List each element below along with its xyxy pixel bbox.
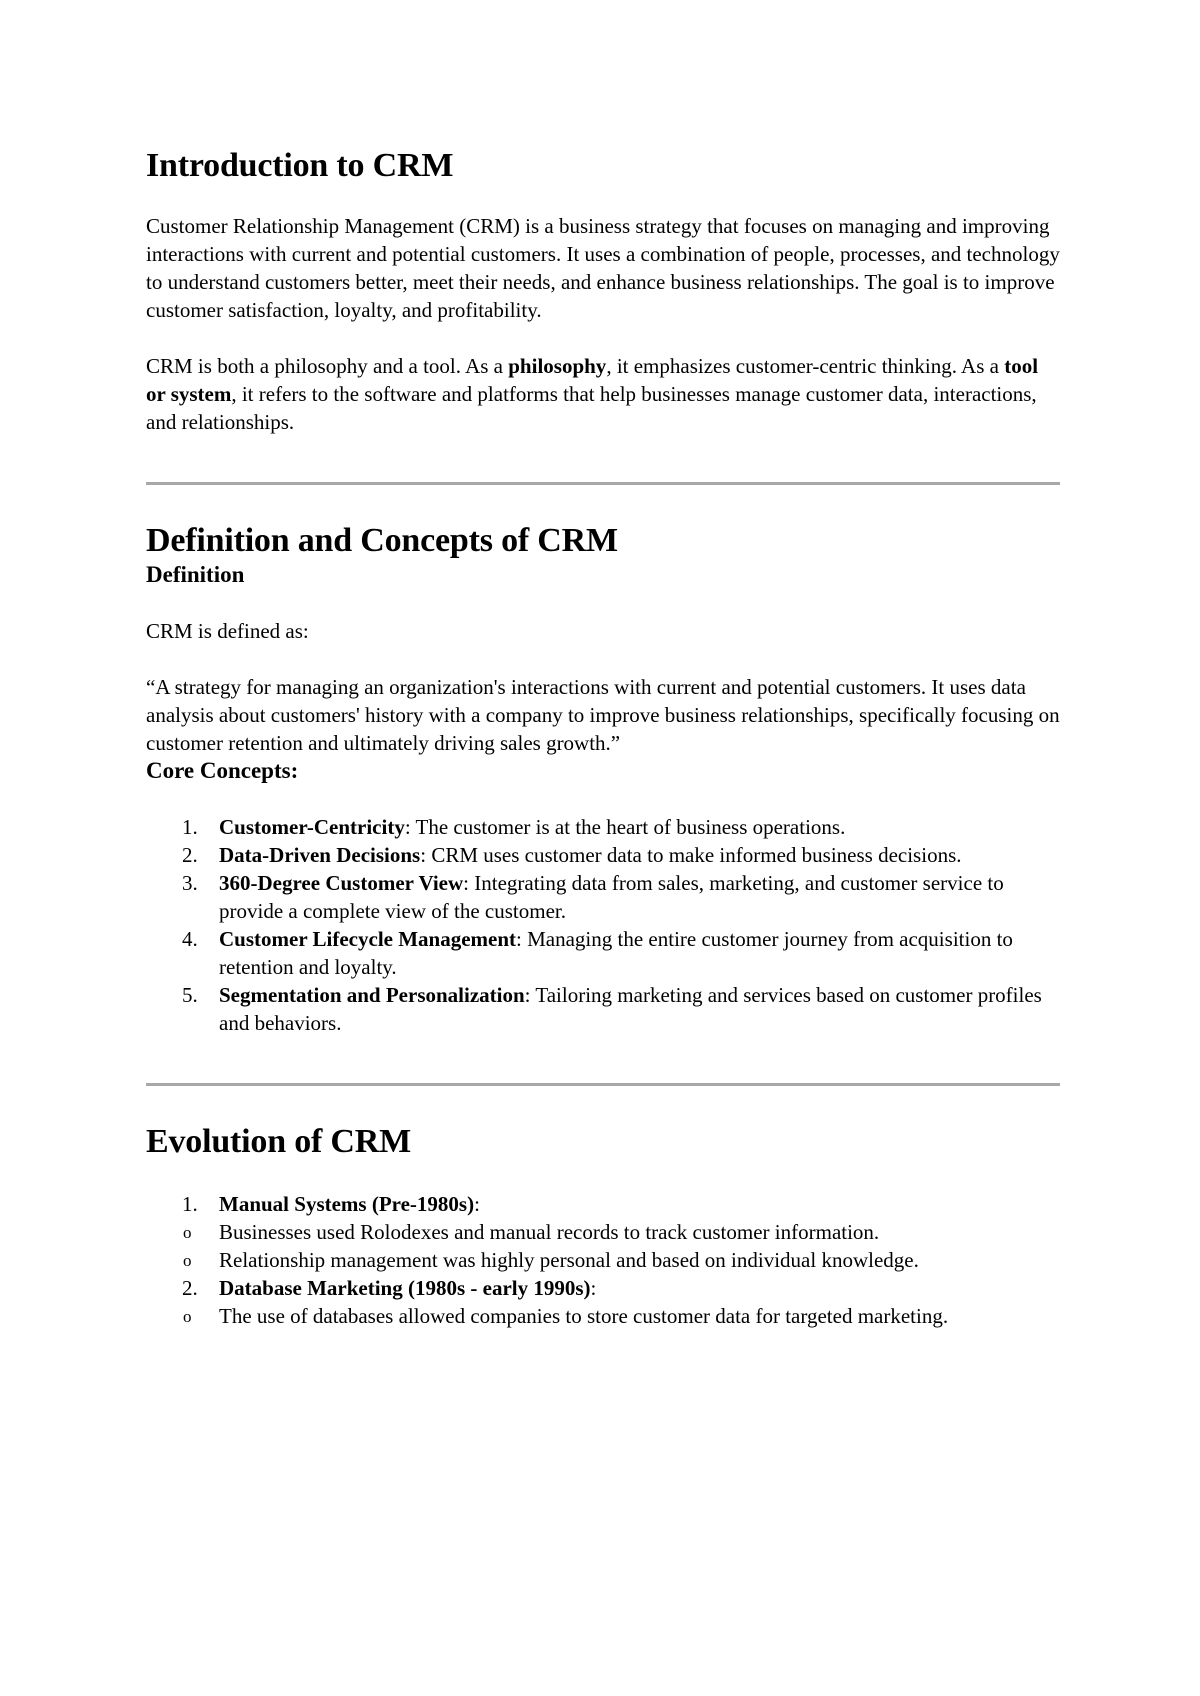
intro-heading: Introduction to CRM — [146, 147, 454, 184]
concept-text: : Managing the entire customer journey from acquisition to retention and loyalty. — [219, 927, 1013, 979]
evolution-sublist-wrapper — [146, 1218, 1060, 1274]
evolution-sublist-wrapper — [146, 1302, 1060, 1330]
concept-text: : Integrating data from sales, marketing, and customer service to provide a complete view of the customer. — [219, 871, 1004, 923]
concept-number: 4. — [182, 927, 198, 951]
hollow-bullet-icon: o — [183, 1223, 192, 1242]
concept-number: 3. — [182, 871, 198, 895]
concept-number: 2. — [182, 843, 198, 867]
concept-text: : The customer is at the heart of business operations. — [404, 815, 846, 839]
evolution-bullet-item — [146, 1218, 1060, 1246]
evolution-sublist — [146, 1218, 1060, 1274]
core-concepts-list — [146, 813, 1060, 1037]
core-concepts-subheading: Core Concepts: — [146, 758, 299, 783]
intro-p2-text-e: , it refers to the software and platforms that help businesses manage customer data, interactions, and relationships. — [146, 382, 1037, 434]
intro-paragraph-1: Customer Relationship Management (CRM) is a business strategy that focuses on managing and improving interactions with current and potential customers. It uses a combination of people, processes, and technology to understand customers better, meet their needs, and enhance business relationships. The goal is to improve customer satisfaction, loyalty, and profitability. — [146, 214, 1060, 322]
evolution-item — [146, 1190, 1060, 1218]
concept-number: 1. — [182, 815, 198, 839]
evolution-text: : — [590, 1276, 597, 1300]
evolution-bullet-item — [146, 1302, 1060, 1330]
concept-item — [146, 869, 1060, 925]
evolution-term: Manual Systems (Pre-1980s) — [219, 1192, 475, 1216]
evolution-item — [146, 1274, 1060, 1302]
section-divider-2 — [146, 1083, 1060, 1086]
evolution-term: Database Marketing (1980s - early 1990s) — [219, 1276, 591, 1300]
concept-term: 360-Degree Customer View — [219, 871, 464, 895]
hollow-bullet-icon: o — [183, 1307, 192, 1326]
concept-term: Customer-Centricity — [219, 815, 405, 839]
concept-term: Customer Lifecycle Management — [219, 927, 517, 951]
bullet-text: The use of databases allowed companies to store customer data for targeted marketing. — [219, 1304, 949, 1328]
concept-text: : Tailoring marketing and services based on customer profiles and behaviors. — [219, 983, 1042, 1035]
concept-item — [146, 981, 1060, 1037]
intro-p2-tool-or-system: tool or system — [146, 354, 1039, 406]
definition-heading: Definition and Concepts of CRM — [146, 522, 618, 559]
evolution-text: : — [474, 1192, 480, 1216]
concept-item — [146, 925, 1060, 981]
bullet-text: Relationship management was highly personal and based on individual knowledge. — [219, 1248, 919, 1272]
bullet-text: Businesses used Rolodexes and manual records to track customer information. — [219, 1220, 880, 1244]
evolution-bullet-item — [146, 1246, 1060, 1274]
evolution-list — [146, 1190, 1060, 1330]
intro-p2-text-c: , it emphasizes customer-centric thinking. As a — [606, 354, 1005, 378]
concept-term: Data-Driven Decisions — [219, 843, 421, 867]
definition-subheading: Definition — [146, 562, 245, 587]
concept-item — [146, 813, 1060, 841]
definition-intro: CRM is defined as: — [146, 619, 309, 643]
evolution-heading: Evolution of CRM — [146, 1123, 412, 1160]
definition-quote: “A strategy for managing an organization's interactions with current and potential customers. It uses data analysis about customers' history with a company to improve business relationships, specifically focusing on customer retention and ultimately driving sales growth.” — [146, 675, 1060, 755]
hollow-bullet-icon: o — [183, 1251, 192, 1270]
section-divider-1 — [146, 482, 1060, 485]
concept-item — [146, 841, 1060, 869]
concept-term: Segmentation and Personalization — [219, 983, 525, 1007]
evolution-number: 2. — [182, 1276, 198, 1300]
evolution-number: 1. — [182, 1192, 198, 1216]
intro-paragraph-2 — [146, 352, 1060, 436]
evolution-sublist — [146, 1302, 1060, 1330]
intro-p2-philosophy: philosophy — [508, 354, 607, 378]
intro-p2-text-a: CRM is both a philosophy and a tool. As a — [146, 354, 509, 378]
concept-number: 5. — [182, 983, 198, 1007]
concept-text: : CRM uses customer data to make informed business decisions. — [420, 843, 962, 867]
